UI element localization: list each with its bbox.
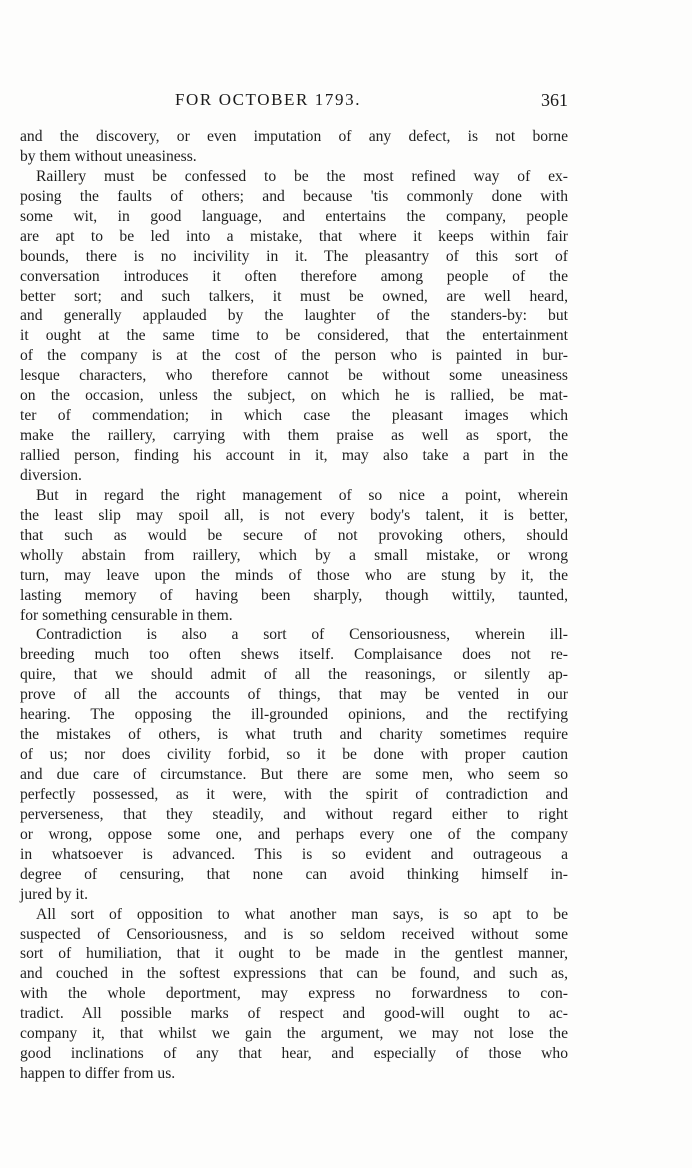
text-line: in whatsoever is advanced. This is so evident and outrageous a (20, 845, 568, 863)
text-line: quire, that we should admit of all the reasonings, or silently ap- (20, 666, 568, 684)
text-line: But in regard the right management of so nice a point, wherein (36, 486, 568, 504)
text-line: or wrong, oppose some one, and perhaps every one of the company (20, 825, 568, 843)
text-line: company it, that whilst we gain the argument, we may not lose the (20, 1025, 568, 1043)
text-line: bounds, there is no incivility in it. The pleasantry of this sort of (20, 247, 568, 265)
text-line: ter of commendation; in which case the pleasant images which (20, 407, 568, 425)
text-line: and due care of circumstance. But there are some men, who seem so (20, 766, 568, 783)
text-line: with the whole deportment, may express no forwardness to con- (20, 985, 568, 1003)
text-line: some wit, in good language, and entertains the company, people (20, 207, 568, 225)
text-line: perverseness, that they steadily, and without regard either to right (20, 805, 568, 823)
text-line: make the raillery, carrying with them praise as well as sport, the (20, 427, 568, 445)
text-line: on the occasion, unless the subject, on which he is rallied, be mat- (20, 387, 568, 405)
text-line: of the company is at the cost of the person who is painted in bur- (20, 347, 568, 365)
text-line: tradict. All possible marks of respect and good-will ought to ac- (20, 1005, 568, 1023)
text-line: lasting memory of having been sharply, though wittily, taunted, (20, 586, 568, 604)
text-line: the least slip may spoil all, is not every body's talent, it is better, (20, 506, 568, 524)
text-line: it ought at the same time to be considered, that the entertainment (20, 327, 568, 345)
text-line: rallied person, finding his account in it, may also take a part in the (20, 447, 568, 464)
text-line: degree of censuring, that none can avoid thinking himself in- (20, 865, 568, 883)
text-line: and generally applauded by the laughter of the standers-by: but (20, 307, 568, 325)
text-line: happen to differ from us. (20, 1065, 176, 1083)
text-line: that such as would be secure of not provoking others, should (20, 526, 568, 544)
text-line: good inclinations of any that hear, and especially of those who (20, 1045, 568, 1063)
page-body-text (20, 127, 568, 1084)
text-line: jured by it. (20, 885, 88, 903)
page-number: 361 (541, 90, 568, 110)
text-line: lesque characters, who therefore cannot be without some uneasiness (20, 367, 568, 385)
text-line: All sort of opposition to what another man says, is so apt to be (36, 905, 568, 923)
text-line: diversion. (20, 466, 82, 484)
text-line: Contradiction is also a sort of Censoriousness, wherein ill- (36, 626, 568, 644)
text-line: prove of all the accounts of things, that may be vented in our (20, 686, 568, 704)
text-line: better sort; and such talkers, it must be owned, are well heard, (20, 287, 568, 305)
text-line: sort of humiliation, that it ought to be made in the gentlest manner, (20, 945, 568, 963)
text-line: and the discovery, or even imputation of any defect, is not borne (20, 128, 568, 145)
text-line: by them without uneasiness. (20, 147, 197, 165)
text-line: and couched in the softest expressions that can be found, and such as, (20, 965, 568, 983)
text-line: of us; nor does civility forbid, so it be done with proper caution (20, 746, 568, 764)
text-line: for something censurable in them. (20, 606, 233, 624)
page-header (20, 90, 568, 114)
text-line: hearing. The opposing the ill-grounded opinions, and the rectifying (20, 706, 568, 724)
text-line: are apt to be led into a mistake, that where it keeps within fair (20, 227, 568, 245)
text-line: breeding much too often shews itself. Complaisance does not re- (20, 646, 568, 664)
text-line: conversation introduces it often therefore among people of the (20, 267, 568, 285)
text-line: turn, may leave upon the minds of those who are stung by it, the (20, 566, 568, 584)
text-line: Raillery must be confessed to be the most refined way of ex- (36, 167, 568, 185)
running-head: FOR OCTOBER 1793. (175, 90, 362, 109)
text-line: wholly abstain from raillery, which by a small mistake, or wrong (20, 546, 568, 564)
text-line: perfectly possessed, as it were, with the spirit of contradiction and (20, 785, 568, 803)
text-line: suspected of Censoriousness, and is so seldom received without some (20, 925, 568, 943)
text-line: the mistakes of others, is what truth and charity sometimes require (20, 726, 568, 744)
text-line: posing the faults of others; and because 'tis commonly done with (20, 187, 568, 205)
